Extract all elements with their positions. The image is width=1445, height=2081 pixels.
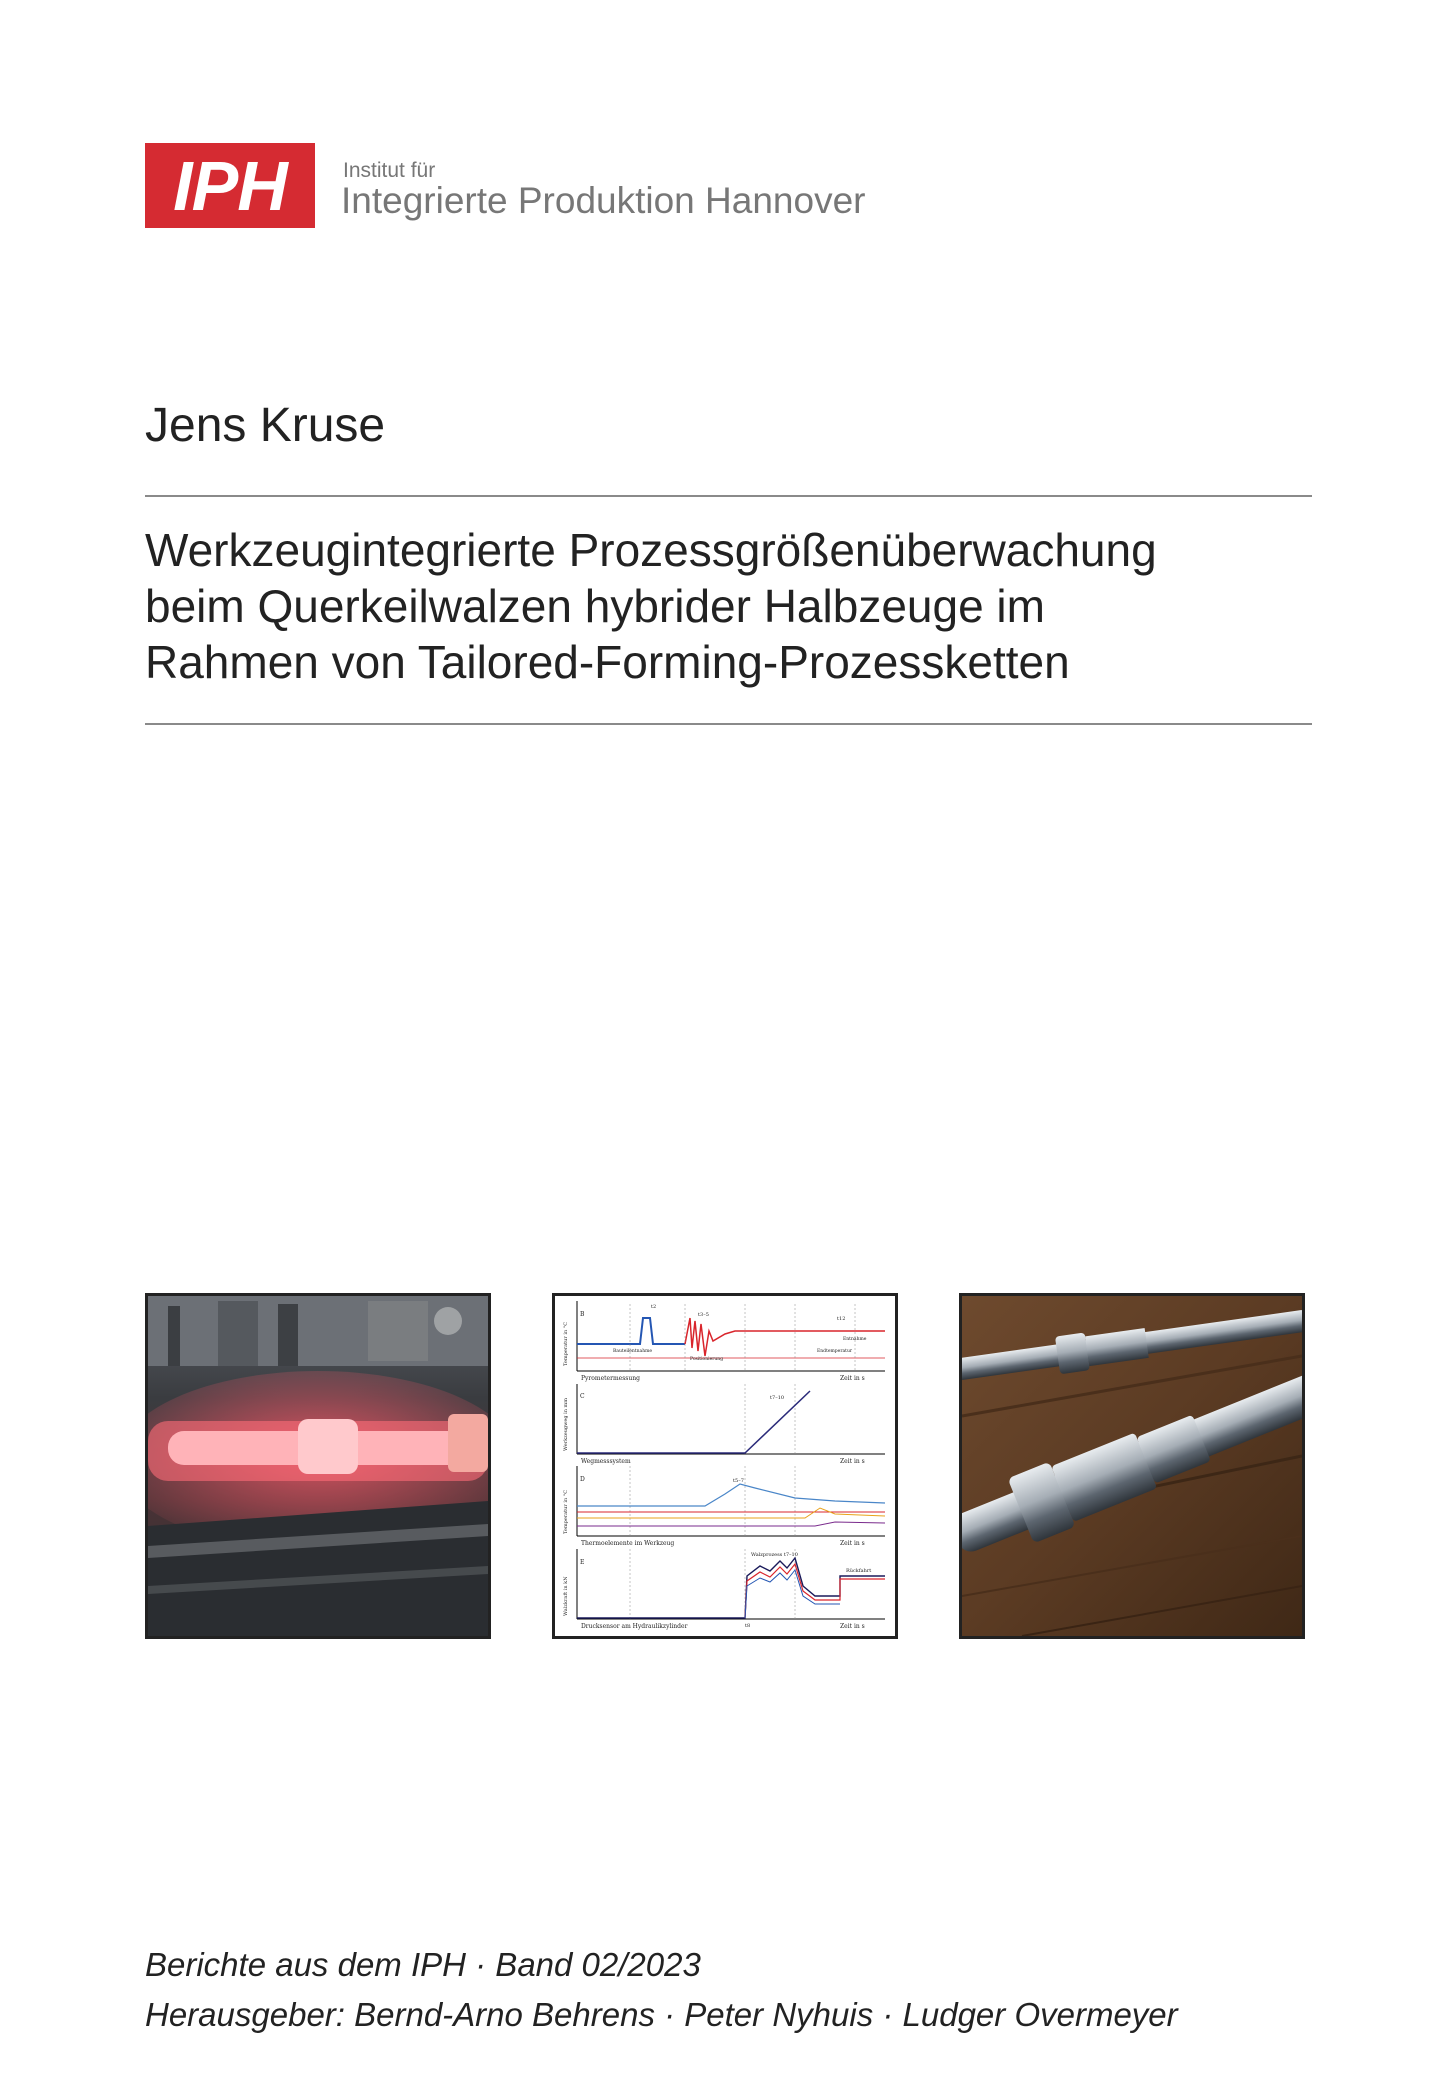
label-t2: t2 — [651, 1304, 657, 1310]
panel-b-xlabel: Zeit in s — [840, 1375, 865, 1382]
panel-e-axis: Walzkraft in kN — [563, 1576, 569, 1616]
divider-top — [145, 495, 1312, 497]
panel-e-xlabel: Zeit in s — [840, 1623, 865, 1630]
panel-e-caption: Drucksensor am Hydraulikzylinder — [581, 1623, 688, 1630]
label-t3-5: t3–5 — [698, 1312, 709, 1318]
book-title — [145, 522, 1325, 690]
panel-d-xlabel: Zeit in s — [840, 1540, 865, 1547]
glowing-workpiece-photo — [145, 1293, 491, 1639]
institute-line-2: Integrierte Produktion Hannover — [341, 180, 866, 221]
panel-e — [563, 1549, 885, 1630]
divider-bottom — [145, 723, 1312, 725]
label-bauteilentnahme: Bauteilentnahme — [613, 1349, 653, 1354]
panel-d-letter: D — [580, 1476, 585, 1483]
iph-logo — [145, 143, 315, 228]
panel-c — [563, 1384, 885, 1465]
logo-text: IPH — [173, 146, 287, 225]
panel-c-caption: Wegmesssystem — [581, 1458, 631, 1465]
panel-b — [563, 1301, 885, 1382]
label-entnahme: Entnahme — [843, 1337, 867, 1342]
panel-c-letter: C — [580, 1393, 585, 1400]
finished-shafts-photo — [959, 1293, 1305, 1639]
process-diagram — [552, 1293, 898, 1639]
panel-d-axis: Temperatur in °C — [563, 1489, 569, 1534]
title-line-1: Werkzeugintegrierte Prozessgrößenüberwachung — [145, 524, 1157, 576]
label-t5-7: t5–7 — [733, 1478, 744, 1484]
panel-b-axis: Temperatur in °C — [563, 1321, 569, 1366]
panel-c-xlabel: Zeit in s — [840, 1458, 865, 1465]
panel-b-letter: B — [580, 1311, 585, 1318]
label-endtemperatur: Endtemperatur — [817, 1349, 853, 1354]
panel-b-caption: Pyrometermessung — [581, 1375, 640, 1382]
label-t7-10: t7–10 — [770, 1395, 785, 1401]
title-line-3: Rahmen von Tailored-Forming-Prozessketten — [145, 636, 1070, 688]
institute-line-1: Institut für — [343, 159, 436, 182]
panel-e-letter: E — [580, 1559, 585, 1566]
label-t12: t12 — [837, 1316, 846, 1322]
label-t8: t8 — [745, 1623, 751, 1629]
label-rueckfahrt: Rückfahrt — [846, 1568, 872, 1574]
panel-c-axis: Werkzeugweg in mm — [563, 1397, 569, 1451]
author-name: Jens Kruse — [145, 399, 386, 452]
panel-d-caption: Thermoelemente im Werkzeug — [581, 1540, 675, 1547]
label-positionierung: Positionierung — [690, 1357, 724, 1362]
editors-info: Herausgeber: Bernd-Arno Behrens · Peter Nyhuis · Ludger Overmeyer — [145, 1996, 1178, 2033]
series-info: Berichte aus dem IPH · Band 02/2023 — [145, 1946, 701, 1983]
title-line-2: beim Querkeilwalzen hybrider Halbzeuge im — [145, 580, 1045, 632]
label-walzprozess: Walzprozess t7–10 — [751, 1552, 798, 1558]
panel-d — [563, 1466, 885, 1547]
